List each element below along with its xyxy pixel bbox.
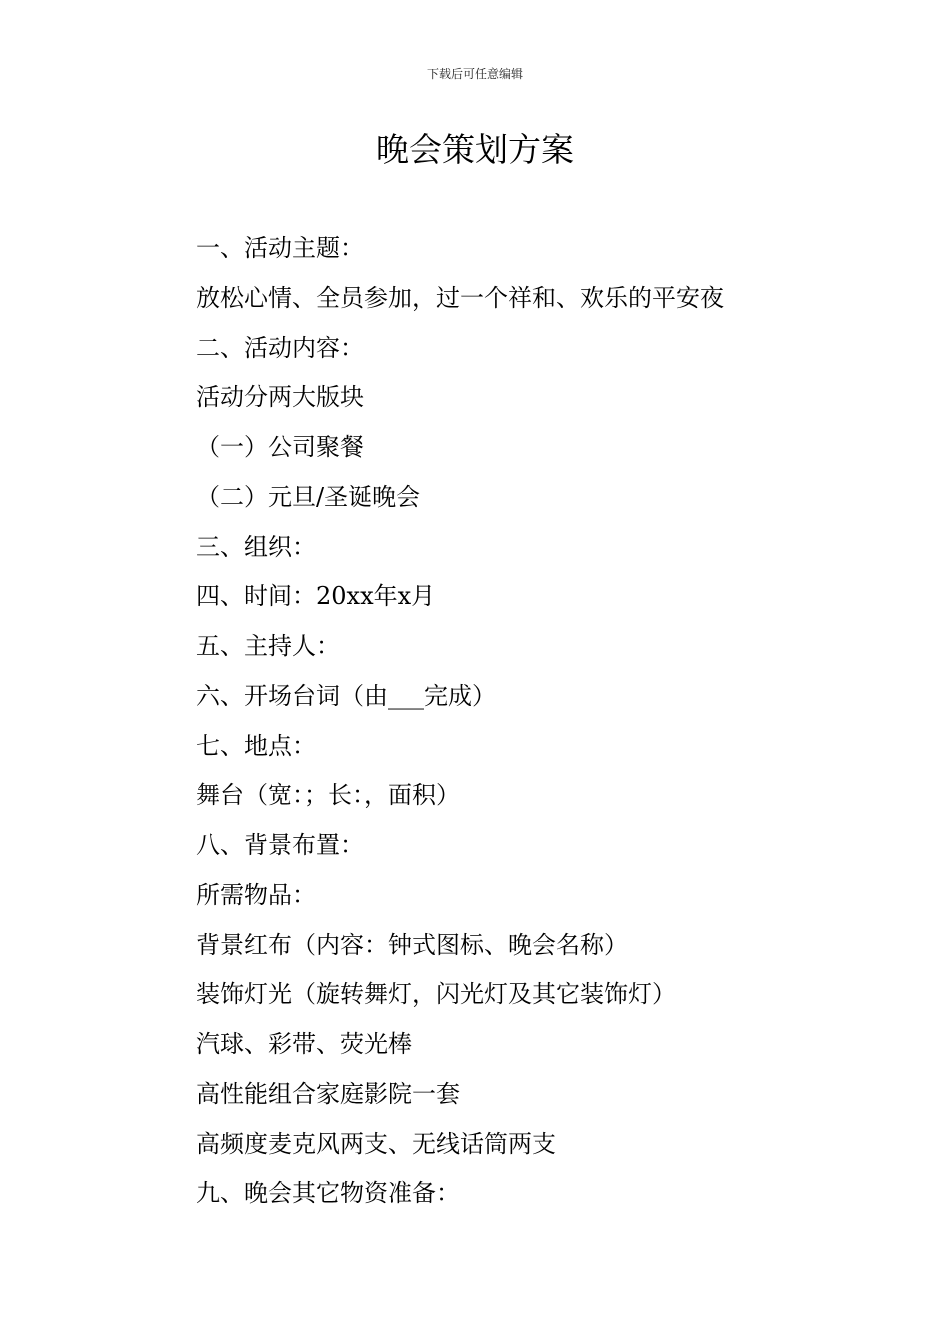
section-opening-heading: 六、开场台词（由___完成） <box>196 681 496 710</box>
item-red-cloth: 背景红布（内容：钟式图标、晚会名称） <box>196 930 628 959</box>
section-venue-heading: 七、地点： <box>196 731 316 760</box>
section-theme-heading: 一、活动主题： <box>196 234 364 262</box>
document-body <box>196 224 896 1219</box>
content-item-dinner: （一）公司聚餐 <box>196 433 364 461</box>
theme-text: 放松心情、全员参加，过一个祥和、欢乐的平安夜 <box>196 283 724 312</box>
section-background-heading: 八、背景布置： <box>196 831 364 859</box>
section-host-heading: 五、主持人： <box>196 632 340 660</box>
item-lighting: 装饰灯光（旋转舞灯，闪光灯及其它装饰灯） <box>196 980 676 1009</box>
section-time-heading: 四、时间：20xx年x月 <box>196 582 436 611</box>
section-content-heading: 二、活动内容： <box>196 333 364 362</box>
section-organization-heading: 三、组织： <box>196 532 316 561</box>
document-title: 晚会策划方案 <box>376 130 574 169</box>
item-home-theater: 高性能组合家庭影院一套 <box>196 1079 460 1108</box>
header-note: 下载后可任意编辑 <box>426 67 523 81</box>
item-balloons: 汽球、彩带、荧光棒 <box>196 1030 412 1058</box>
section-other-supplies-heading: 九、晚会其它物资准备： <box>196 1179 460 1208</box>
item-microphones: 高频度麦克风两支、无线话筒两支 <box>196 1129 556 1158</box>
content-item-party: （二）元旦/圣诞晚会 <box>196 482 421 511</box>
content-intro: 活动分两大版块 <box>196 383 364 412</box>
venue-stage-text: 舞台（宽：；长：，面积） <box>196 781 460 810</box>
items-needed-label: 所需物品： <box>196 880 316 909</box>
